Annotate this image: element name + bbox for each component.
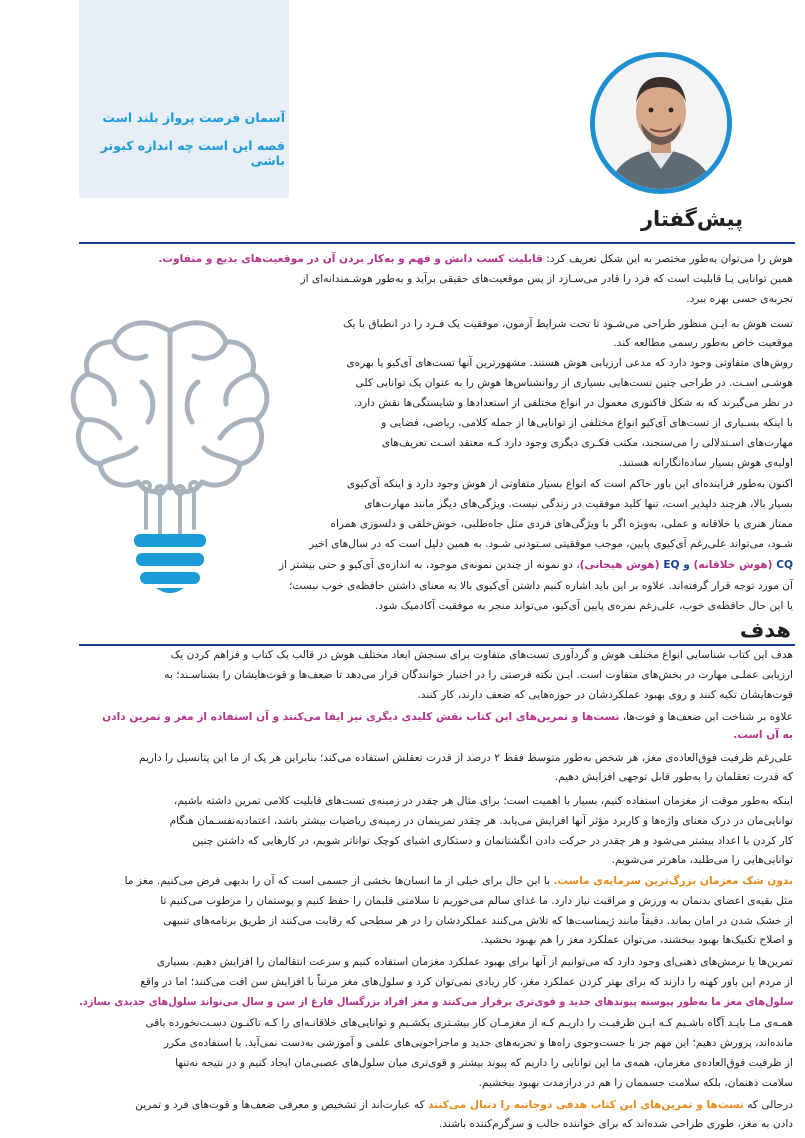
quote-line-1: آسمان فرصت پرواز بلند است <box>102 110 285 125</box>
intro-line-11: اولیه‌ی هوش بسیار ساده‌انگارانه هستند. <box>618 457 793 469</box>
goal-line-1: هدف این کتاب شناسایی انواع مختلف هوش و گردآوری تست‌های متفاوت برای سنجش ابعاد مختلف هوش در قالب یک کتاب و فراهم کردن یک <box>170 649 793 661</box>
goal-line-16: تمرین‌ها یا نرمش‌های ذهنی‌ای وجود دارد که می‌توانیم از آنها برای بهبود عملکرد مغزمان استفاده کنیم و سرعت انتقالمان را افزایش دهیم. بسیاری <box>156 956 793 968</box>
intro-line-15: شـود، می‌تواند علی‌رغم آی‌کیوی پایین، موجب موفقیتی سـتودنی شـود. به همین دلیل است که در سال‌های اخیر <box>309 538 793 550</box>
goal-line-19: همـه‌ی مـا بایـد آگاه باشـیم کـه ایـن ظرفیـت را داریـم کـه از مغزمـان کار بیشـتری بکشـیم و توانایی‌های خلاقانـه‌ای را کـه تاکنـون دسـت‌نخورده باقی <box>145 1017 793 1029</box>
intro-line-17: آن مورد توجه قرار گرفته‌اند. علاوه بر این باید اشاره کنیم داشتن آی‌کیوی بالا به معنای داشتن حافظه‌ی خوب نیست؛ <box>289 580 793 592</box>
intro-line-14: ممتاز هنری یا خلاقانه و عملی، به‌ویژه اگر با ویژگی‌های فردی مثل جاه‌طلبی، خوش‌خلقی و دلسوزی همراه <box>330 518 793 530</box>
goal-line-12: بدون شک مغزمان بزرگ‌ترین سرمایه‌ی ماست. با این حال برای خیلی از ما انسان‌ها بخشی از جسمی است که آن را بدیهی فرض می‌کنیم. مغز ما <box>124 875 793 887</box>
goal-line-5: به آن است. <box>733 729 793 741</box>
author-photo-icon <box>595 57 727 189</box>
intro-line-3: تجربه‌ی حسی بهره ببرد. <box>686 293 793 305</box>
goal-line-22: سلامت ذهنمان، بلکه سلامت جسممان را هم در درازمدت بهبود ببخشیم. <box>478 1077 793 1089</box>
goal-heading: هدف <box>739 618 791 642</box>
intro-line-12: اکنون به‌طور فزاینده‌ای این باور حاکم است که انواع بسیار متفاوتی از هوش وجود دارد و اینکه آی‌کیوی <box>346 478 793 490</box>
intro-line-1: هوش را می‌توان به‌طور مختصر به این شکل تعریف کرد: قابلیت کسب دانش و فهم و به‌کار بردن آن در موقعیت‌های بدیع و متفاوت. <box>158 253 793 265</box>
goal-line-10: کار کردن با اعداد بیشتر می‌شود و هر چقدر در حرکت دادن انگشتانمان و دستکاری اشیای کوچک توانا‌تر شویم، در کارهایی که داشتن چنین <box>192 835 793 847</box>
goal-line-2: ارزیابی عملـی مهارت در بخش‌های متفاوت است. ایـن نکته فرصتی را در اختیار خوانندگان قرار می‌دهد تا ضعف‌ها و قوت‌هایشان را بشناسـند؛ به <box>164 669 793 681</box>
quote-box <box>79 0 289 198</box>
intro-line-7: هوشـی اسـت. در طراحی چنین تست‌هایی بسیاری از روانشناس‌ها هوش را به عنوان یک توانایی کلی <box>355 377 793 389</box>
goal-line-9: توانایی‌مان در درک معنای واژه‌ها و کاربرد مؤثر آنها افزایش می‌یابد. هر چقدر تمرینمان در زمینه‌ی ریاضیات بیشتر باشد، اعتمادبه‌نفسـمان هنگام <box>169 815 793 827</box>
goal-line-21: از ظرفیت فوق‌العاده‌ی مغزمان، همه‌ی ما این توانایی را داریم که پیوند بیشتر و قوی‌تری میان سلول‌های عصبی‌مان ایجاد کنیم و در نتیجه نه‌تنها <box>175 1057 793 1069</box>
goal-line-17: از مردم این باور کهنه را دارند که برای بهتر کردن عملکرد مغز، کار زیادی نمی‌توان کرد و سلول‌های مغز مرتباً با افزایش سن افت می‌کنند؛ اما در واقع <box>140 976 793 988</box>
goal-line-14: از خشک شدن در امان بماند. دقیقاً مانند ژیمناست‌ها که تلاش می‌کنند عملکردشان را در هر سطحی که رقابت می‌کنند از طریق برنامه‌های تنبیهی <box>163 915 793 927</box>
goal-line-20: مانده‌اند، پرورش دهیم؛ این مهم جز با جست‌وجوی راه‌ها و تجربه‌های جدید و ماجراجویی‌های علمی و آموزشی به‌دست نمی‌آید. با استفاده‌ی مکرر <box>163 1037 793 1049</box>
goal-line-8: اینکه به‌طور موقت از مغزمان استفاده کنیم، بسیار با اهمیت است؛ برای مثال هر چقدر در زمینه‌ی تست‌های قابلیت کلامی تمرین داشته باشیم، <box>173 795 793 807</box>
author-portrait <box>590 52 732 194</box>
intro-line-13: بسیار بالا، هرچند دلپذیر است، تنها کلید موفقیت در زندگی نیست. ویژگی‌های دیگر مانند مهارت‌های <box>364 498 793 510</box>
goal-line-3: قوت‌هایشان تکیه کنند و روی بهبود عملکردشان در حوزه‌هایی که ضعف دارند، کار کنند. <box>417 689 793 701</box>
intro-line-4: تست هوش به ایـن منظور طراحی می‌شـود تا تحت شرایط آزمون، موفقیت یک فـرد را در انطباق با یک <box>342 318 793 330</box>
goal-line-23: درحالی که تست‌ها و تمرین‌های این کتاب هدفی دوجانبه را دنبال می‌کنند که عبارت‌اند از تشخیص و معرفی ضعف‌ها و قوت‌های فرد و تمرین <box>135 1099 793 1111</box>
goal-line-13: مثل بقیه‌ی اعضای بدنمان به ورزش و مراقبت نیاز دارد. ما غذای سالم می‌خوریم تا سلامتی قلبمان را حفظ کنیم و پوستمان را مرطوب می‌کنیم تا <box>160 895 793 907</box>
intro-line-10: مهارت‌های اسـتدلالی را می‌سنجند، مکتب فکـری دیگری وجود دارد کـه معتقد اسـت تعریف‌های <box>381 437 793 449</box>
intro-line-2: همین توانایی یـا قابلیت است که فرد را قادر می‌سـازد از پس موقعیت‌های حقیقی برآید و به‌طور هوشـمندانه‌ای از <box>300 273 793 285</box>
intro-line-6: روش‌های متفاوتی وجود دارد که مدعی ارزیابی هوش هستند. مشهورترین آنها تست‌های آی‌کیو یا بهره‌ی <box>346 357 793 369</box>
goal-line-15: و اصلاح تکنیک‌ها بهبود ببخشند، می‌توان عملکرد مغز را هم بهبود بخشید. <box>480 934 793 946</box>
intro-line-9: با اینکه بسـیاری از تست‌های آی‌کیو انواع مختلفی از توانایی‌ها از جمله کلامی، ریاضی، فضایی و <box>381 417 793 429</box>
goal-line-24: دادن به مغز، طوری طراحی شده‌اند که برای خواننده جالب و سرگرم‌کننده باشند. <box>439 1118 793 1130</box>
intro-line-8: در نظر می‌گیرند که به شکل فاکتوری معمول در انواع مختلفی از استعدادها و شایستگی‌ها نقش دارد. <box>354 397 793 409</box>
intro-heading: پیش‌گفتار <box>640 207 743 231</box>
goal-line-18: سلول‌های مغز ما به‌طور پیوسته پیوندهای جدید و قوی‌تری برقرار می‌کنند و مغز افراد بزرگسال فارغ از سن و سال می‌تواند سلول‌های جدیدی بسازد. <box>78 996 793 1008</box>
intro-divider <box>79 242 795 244</box>
intro-line-16: CQ (هوش خلاقانه) و EQ (هوش هیجانی)، دو نمونه از چندین نمونه‌ی موجود، به اندازه‌ی آی‌کیو و حتی بیشتر از <box>278 559 793 571</box>
goal-line-7: که قدرت تعقلمان را به‌طور قابل توجهی افزایش دهیم. <box>554 771 793 783</box>
goal-line-6: علی‌رغم ظرفیت فوق‌العاده‌ی مغز، هر شخص به‌طور متوسط فقط ۲ درصد از قدرت تعقلش استفاده می‌کند؛ بنابراین هر یک از ما این پتانسیل را داریم <box>138 752 793 764</box>
intro-line-18: یا این حال حافظه‌ی خوب، علی‌رغم نمره‌ی پایین آی‌کیو، می‌تواند منجر به موفقیت آکادمیک شود. <box>375 600 793 612</box>
goal-line-4: علاوه بر شناخت این ضعف‌ها و قوت‌ها، تست‌ها و تمرین‌های این کتاب نقش کلیدی دیگری نیز ایفا می‌کنند و آن استفاده از مغز و تمرین دادن <box>102 711 793 723</box>
goal-line-11: توانایی‌هایی را می‌طلبد، ماهرتر می‌شویم. <box>611 854 793 866</box>
brain-lightbulb-icon <box>64 312 276 598</box>
intro-line-5: موقعیت خاص به‌طور رسمی مطالعه کند. <box>613 337 793 349</box>
quote-line-2: قصه این است چه اندازه کبوتر باشی <box>100 138 285 168</box>
